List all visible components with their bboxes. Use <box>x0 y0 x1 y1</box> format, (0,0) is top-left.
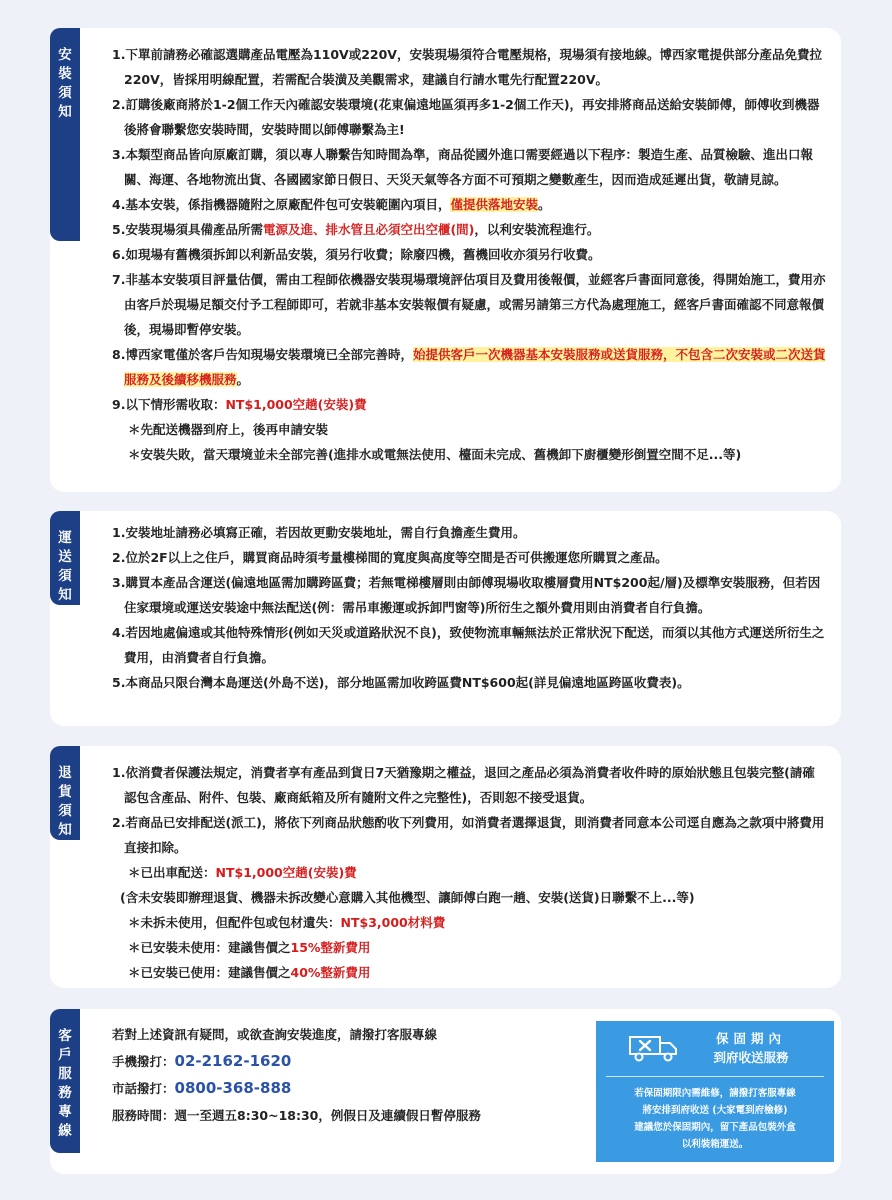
badge-line-1: 若保固期限內需維修，請撥打客服專線 <box>634 1088 796 1099</box>
customer-service-info <box>112 1021 572 1129</box>
install-item-4 <box>112 192 827 217</box>
tab-char: 須 <box>58 568 72 584</box>
install-item-5-text: 5.安裝現場須具備產品所需 <box>112 222 263 237</box>
tab-char: 運 <box>58 530 72 546</box>
badge-header <box>596 1021 834 1073</box>
tab-char: 服 <box>58 1066 72 1082</box>
badge-line-2: 將安排到府收送 (大家電到府檢修) <box>642 1105 788 1116</box>
install-item-5 <box>112 217 827 242</box>
badge-divider <box>606 1076 824 1077</box>
badge-body <box>602 1085 828 1153</box>
shipping-item-1: 1.安裝地址請務必填寫正確，若因故更動安裝地址，需自行負擔產生費用。 <box>112 525 526 540</box>
badge-line-4: 以利裝箱運送。 <box>681 1139 749 1150</box>
return-sub-item-1-text: ＊已出車配送： <box>128 865 216 880</box>
tab-char: 專 <box>58 1104 72 1120</box>
shipping-item-5: 5.本商品只限台灣本島運送(外島不送)，部分地區需加收跨區費NT$600起(詳見偏遠地區跨區收費表)。 <box>112 675 690 690</box>
install-item-9-text: 9.以下情形需收取： <box>112 397 226 412</box>
install-item-8-end: 。 <box>236 372 250 387</box>
install-notes-card <box>50 28 841 492</box>
install-item-4-text: 4.基本安裝，係指機器隨附之原廠配件包可安裝範圍內項目， <box>112 197 451 212</box>
return-sub-item-2 <box>112 910 827 935</box>
install-notes-tab <box>50 28 80 241</box>
install-item-2: 2.訂購後廠商將於1-2個工作天內確認安裝環境(花東偏遠地區須再多1-2個工作天)，再安排將商品送給安裝師傅，師傅收到機器後將會聯繫您安裝時間，安裝時間以師傅聯繫為主! <box>112 97 820 137</box>
return-notes-tab <box>50 746 80 840</box>
warranty-service-badge <box>596 1021 834 1162</box>
return-notes-list <box>112 760 827 985</box>
shipping-notes-tab <box>50 511 80 605</box>
mobile-line <box>112 1048 572 1075</box>
shipping-notes-card <box>50 511 841 726</box>
tab-char: 送 <box>58 549 72 565</box>
return-item-1: 1.依消費者保護法規定，消費者享有產品到貨日7天猶豫期之權益，退回之產品必須為消費者收件時的原始狀態且包裝完整(請確認包含產品、附件、包裝、廠商紙箱及所有隨附文件之完整性)，否則恕不接受退貨。 <box>112 765 815 805</box>
tab-char: 務 <box>58 1085 72 1101</box>
customer-service-card <box>50 1009 841 1174</box>
return-sub-item-3 <box>112 935 827 960</box>
return-sub-item-2-text: ＊未拆未使用，但配件包或包材遺失： <box>128 915 341 930</box>
tab-char: 客 <box>58 1028 72 1044</box>
service-intro: 若對上述資訊有疑問，或欲查詢安裝進度，請撥打客服專線 <box>112 1027 438 1042</box>
install-item-4-end: 。 <box>537 197 551 212</box>
customer-service-tab <box>50 1009 80 1153</box>
shipping-item-3: 3.購買本產品含運送(偏遠地區需加購跨區費；若無電梯樓層則由師傅現場收取樓層費用NT$200起/層)及標準安裝服務，但若因住家環境或運送安裝途中無法配送(例：需吊車搬運或拆卸門窗等)所衍生之額外費用則由消費者自行負擔。 <box>112 575 821 615</box>
tab-char: 貨 <box>58 784 72 800</box>
service-hours: 服務時間：週一至週五8:30~18:30，例假日及連續假日暫停服務 <box>112 1108 481 1123</box>
tab-char: 線 <box>58 1123 72 1139</box>
tab-char: 須 <box>58 803 72 819</box>
tab-char: 戶 <box>58 1047 72 1063</box>
install-item-8 <box>112 342 827 392</box>
shipping-notes-list <box>112 520 827 695</box>
return-sub-item-4-text: ＊已安裝已使用：建議售價之 <box>128 965 291 980</box>
install-item-1: 1.下單前請務必確認選購產品電壓為110V或220V，安裝現場須符合電壓規格，現場須有接地線。博西家電提供部分產品免費拉220V，皆採用明線配置，若需配合裝潢及美觀需求，建議自行請水電先行配置220V。 <box>112 47 822 87</box>
return-note: (含未安裝即辦理退貨、機器未拆改變心意購入其他機型、讓師傅白跑一趟、安裝(送貨)日聯繫不上...等) <box>120 890 695 905</box>
truck-wrench-icon <box>628 1033 682 1063</box>
install-item-5-end: ，以利安裝流程進行。 <box>474 222 600 237</box>
install-item-8-text: 8.博西家電僅於客戶告知現場安裝環境已全部完善時， <box>112 347 413 362</box>
tab-char: 知 <box>58 587 72 603</box>
tab-char: 知 <box>58 822 72 838</box>
shipping-item-2: 2.位於2F以上之住戶，購買商品時須考量樓梯間的寬度與高度等空間是否可供搬運您所購買之產品。 <box>112 550 668 565</box>
badge-line-3: 建議您於保固期內，留下產品包裝外盒 <box>634 1122 796 1133</box>
landline-phone-number[interactable]: 0800-368-888 <box>174 1079 292 1097</box>
badge-title-2: 到府收送服務 <box>713 1050 789 1065</box>
install-item-3: 3.本類型商品皆向原廠訂購，須以專人聯繫告知時間為準，商品從國外進口需要經過以下程序：製造生產、品質檢驗、進出口報關、海運、各地物流出貨、各國國家節日假日、天災天氣等各方面不可預期之變數產生，因而造成延遲出貨，敬請見諒。 <box>112 147 813 187</box>
install-item-8-highlight: 始提供客戶一次機器基本安裝服務或送貨服務，不包含二次安裝或二次送貨服務及後續移機服務 <box>124 347 826 387</box>
install-item-7: 7.非基本安裝項目評量估價，需由工程師依機器安裝現場環境評估項目及費用後報價，並經客戶書面同意後，得開始施工，費用亦由客戶於現場足額交付予工程師即可，若就非基本安裝報價有疑慮，或需另請第三方代為處理施工，經客戶書面確認不同意報價後，現場即暫停安裝。 <box>112 272 826 337</box>
install-item-6: 6.如現場有舊機須拆卸以利新品安裝，須另行收費；除廢四機，舊機回收亦須另行收費。 <box>112 247 601 262</box>
shipping-item-4: 4.若因地處偏遠或其他特殊情形(例如天災或道路狀況不良)，致使物流車輛無法於正常狀況下配送，而須以其他方式運送所衍生之費用，由消費者自行負擔。 <box>112 625 825 665</box>
install-item-4-highlight: 僅提供落地安裝 <box>450 197 538 212</box>
install-item-5-emphasis: 電源及進、排水管且必須空出空櫃(間) <box>262 222 475 237</box>
return-sub-item-1 <box>112 860 827 885</box>
tab-char: 退 <box>58 765 72 781</box>
badge-title-1: 保固期內 <box>715 1031 786 1046</box>
return-sub-item-4 <box>112 960 827 985</box>
tab-char: 知 <box>58 104 72 120</box>
tab-char: 裝 <box>58 66 72 82</box>
install-sub-item-1: ＊先配送機器到府上，後再申請安裝 <box>128 422 329 437</box>
install-sub-item-2: ＊安裝失敗，當天環境並未全部完善(進排水或電無法使用、檯面未完成、舊機卸下廚櫃變形倒置空間不足...等) <box>128 447 742 462</box>
mobile-phone-number[interactable]: 02-2162-1620 <box>174 1052 292 1070</box>
landline-label: 市話撥打： <box>112 1081 175 1096</box>
tab-char: 須 <box>58 85 72 101</box>
install-item-9-fee: NT$1,000空趟(安裝)費 <box>225 397 367 412</box>
install-notes-list <box>112 42 827 467</box>
return-sub-item-1-fee: NT$1,000空趟(安裝)費 <box>215 865 357 880</box>
return-sub-item-3-fee: 15%整新費用 <box>290 940 371 955</box>
return-sub-item-4-fee: 40%整新費用 <box>290 965 371 980</box>
tab-char: 安 <box>58 47 72 63</box>
return-sub-item-3-text: ＊已安裝未使用：建議售價之 <box>128 940 291 955</box>
return-item-2: 2.若商品已安排配送(派工)，將依下列商品狀態酌收下列費用，如消費者選擇退貨，則消費者同意本公司逕自應為之款項中將費用直接扣除。 <box>112 815 825 855</box>
install-item-9 <box>112 392 827 417</box>
return-notes-card <box>50 746 841 988</box>
mobile-label: 手機撥打： <box>112 1054 175 1069</box>
return-sub-item-2-fee: NT$3,000材料費 <box>340 915 446 930</box>
landline-line <box>112 1075 572 1102</box>
